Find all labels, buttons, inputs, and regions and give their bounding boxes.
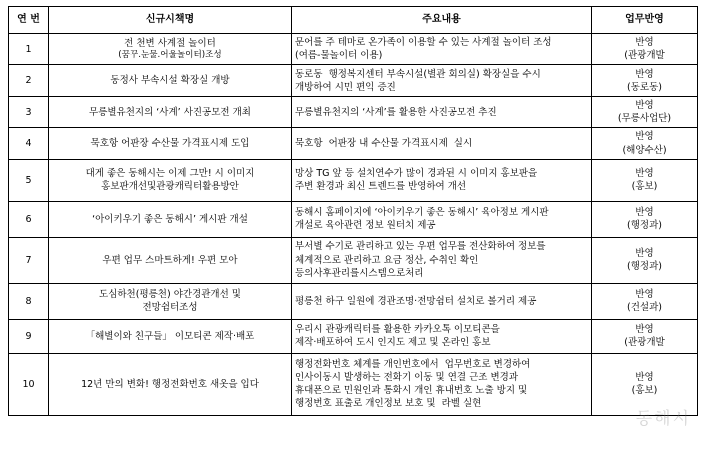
department-name-line: (홍보) [631, 385, 658, 397]
policy-name-line: 홍보판개선및관광캐릭터활용방안 [101, 181, 239, 193]
policy-name-line: 묵호항 어판장 수산물 가격표시제 도입 [90, 137, 250, 149]
column-header-main-content: 주요내용 [292, 7, 592, 34]
policy-description-line: 부서별 수기로 관리하고 있는 우편 업무를 전산화하여 정보를 [295, 241, 546, 253]
policy-description [292, 237, 592, 283]
policy-description-line: 망상 TG 앞 등 설치연수가 많이 경과된 시 이미지 홍보판을 [295, 168, 538, 180]
table-row [9, 353, 698, 415]
watermark-text: 동해시 [635, 409, 691, 429]
policy-name-line: 12년 만의 변화! 행정전화번호 새옷을 입다 [81, 378, 259, 390]
policy-name-line: 전 천변 사계절 놀이터 [124, 37, 216, 49]
department-status [592, 97, 698, 128]
policy-name [49, 97, 292, 128]
policy-name-line: 우편 업무 스마트하게! 우편 모아 [102, 254, 238, 266]
policy-description-line: 행정번호 표출로 개인정보 보호 및 라벨 실현 [295, 398, 482, 410]
policy-name-line: 전망쉼터조성 [142, 302, 198, 314]
department-name-line: (해양수산) [622, 144, 667, 156]
department-status-line: 반영 [635, 372, 654, 384]
row-number: 2 [9, 65, 49, 97]
row-number: 5 [9, 159, 49, 201]
policy-name [49, 283, 292, 319]
table-header-row [9, 7, 698, 34]
policy-name-line: 대게 좋은 동해시는 이제 그만! 시 이미지 [85, 168, 255, 180]
policy-description-line: (여름-물놀이터 이용) [295, 50, 383, 62]
table-row [9, 65, 698, 97]
table-row [9, 128, 698, 159]
policy-name-line: (꿈꾸.눈물.어울놀이터)조성 [118, 49, 222, 60]
row-number: 1 [9, 34, 49, 65]
department-name-line: (행정과) [627, 220, 662, 232]
policy-name [49, 159, 292, 201]
policy-description-line: 문어를 주 테마로 온가족이 이용할 수 있는 사계절 놀이터 조성 [295, 37, 552, 48]
department-name-line: (동로동) [627, 81, 662, 93]
table-row [9, 319, 698, 353]
policy-name-line: 도심하천(평릉천) 야간경관개선 및 [99, 289, 241, 301]
policy-name [49, 201, 292, 237]
policy-name-line: 동정사 부속시설 확장실 개방 [110, 75, 230, 87]
row-number: 10 [9, 353, 49, 415]
table-body [9, 34, 698, 416]
policy-name-line: ‘아이키우기 좋은 동해시’ 게시판 개설 [92, 213, 248, 225]
department-name-line: (홍보) [631, 181, 658, 193]
policy-description [292, 65, 592, 97]
department-status [592, 237, 698, 283]
department-status-line: 반영 [635, 100, 654, 112]
department-status-line: 반영 [635, 168, 654, 180]
row-number: 7 [9, 237, 49, 283]
department-status [592, 353, 698, 415]
department-status-line: 반영 [635, 324, 654, 336]
policy-description [292, 97, 592, 128]
table-row [9, 283, 698, 319]
policy-description-line: 무릉별유천지의 ‘사계’를 활용한 사진공모전 추진 [295, 106, 497, 118]
policy-description-line: 동해시 홈페이지에 ‘아이키우기 좋은 동해시’ 육아정보 게시판 [295, 207, 549, 219]
table-row [9, 34, 698, 65]
department-name-line: (관광개발 [624, 50, 665, 62]
policy-description-line: 묵호항 어판장 내 수산물 가격표시제 실시 [295, 137, 473, 149]
department-name-line: (건설과) [627, 302, 662, 314]
department-status-line: 반영 [635, 68, 654, 80]
policy-description-line: 체계적으로 관리하고 요금 정산, 수취인 확인 [295, 254, 479, 266]
policy-name [49, 353, 292, 415]
policy-name [49, 237, 292, 283]
policy-description-line: 제작·배포하여 도시 인지도 제고 및 온라인 홍보 [295, 337, 491, 349]
new-policy-table [8, 6, 698, 416]
policy-name [49, 319, 292, 353]
policy-name-line: 무릉별유천지의 ‘사계’ 사진공모전 개최 [89, 106, 251, 118]
table-row [9, 237, 698, 283]
row-number: 4 [9, 128, 49, 159]
department-status [592, 159, 698, 201]
department-status [592, 319, 698, 353]
row-number: 6 [9, 201, 49, 237]
department-status [592, 65, 698, 97]
column-header-no: 연 번 [9, 7, 49, 34]
policy-description-line: 주변 환경과 최신 트렌드를 반영하여 개선 [295, 181, 467, 193]
department-status-line: 반영 [635, 248, 654, 260]
department-status [592, 283, 698, 319]
department-name-line: (행정과) [627, 261, 662, 273]
policy-description [292, 201, 592, 237]
policy-description [292, 283, 592, 319]
table-header [9, 7, 698, 34]
department-status-line: 반영 [635, 131, 654, 143]
policy-description-line: 동로동 행정복지센터 부속시설(별관 회의실) 확장실을 수시 [295, 68, 541, 80]
column-header-department: 업무반영 [592, 7, 698, 34]
policy-description [292, 159, 592, 201]
policy-description-line: 휴대폰으로 민원인과 통화시 개인 휴내번호 노출 방지 및 [295, 385, 528, 397]
department-status [592, 201, 698, 237]
table-row [9, 201, 698, 237]
department-status-line: 반영 [635, 207, 654, 219]
policy-name [49, 128, 292, 159]
policy-description-line: 인사이동시 발생하는 전화기 이동 및 연결 근조 변경과 [295, 372, 519, 384]
department-status [592, 34, 698, 65]
policy-description-line: 우리시 관광캐릭터를 활용한 카카오톡 이모티콘을 [295, 324, 500, 336]
row-number: 8 [9, 283, 49, 319]
policy-description-line: 평릉천 하구 일원에 경관조명·전망쉼터 설치로 볼거리 제공 [295, 295, 537, 307]
policy-description-line: 행정전화번호 체계를 개인번호에서 업무번호로 변경하여 [295, 358, 531, 370]
table-row [9, 159, 698, 201]
policy-description [292, 353, 592, 415]
policy-description-line: 등의사후관리를시스템으로처리 [295, 267, 424, 279]
policy-description [292, 319, 592, 353]
policy-name [49, 34, 292, 65]
department-name-line: (관광개발 [624, 337, 665, 349]
department-status-line: 반영 [635, 289, 654, 301]
row-number: 9 [9, 319, 49, 353]
column-header-policy-name: 신규시책명 [49, 7, 292, 34]
policy-name [49, 65, 292, 97]
policy-name-line: 「해별이와 친구들」 이모티콘 제작·배포 [85, 330, 255, 342]
policy-description-line: 개방하여 시민 편익 증진 [295, 81, 396, 93]
policy-description-line: 개설로 육아관련 정보 원터치 제공 [295, 220, 436, 232]
department-status [592, 128, 698, 159]
department-status-line: 반영 [635, 37, 654, 48]
table-row [9, 97, 698, 128]
department-name-line: (무릉사업단) [617, 113, 672, 125]
policy-description [292, 128, 592, 159]
policy-description [292, 34, 592, 65]
row-number: 3 [9, 97, 49, 128]
